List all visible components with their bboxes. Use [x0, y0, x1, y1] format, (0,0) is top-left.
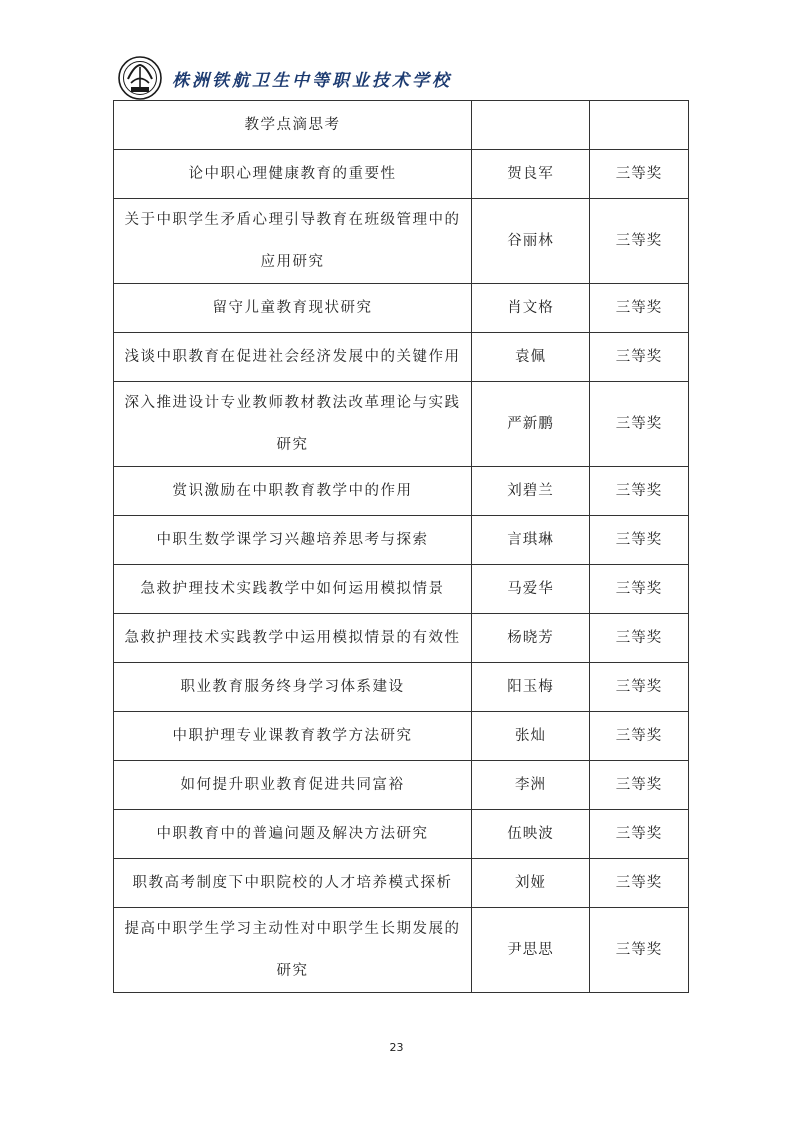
paper-title-cell: 关于中职学生矛盾心理引导教育在班级管理中的应用研究 — [114, 199, 472, 284]
author-cell: 尹思思 — [472, 908, 590, 993]
paper-title-cell: 中职教育中的普遍问题及解决方法研究 — [114, 810, 472, 859]
award-cell: 三等奖 — [590, 199, 689, 284]
table-row — [114, 908, 689, 993]
paper-title-cell: 提高中职学生学习主动性对中职学生长期发展的研究 — [114, 908, 472, 993]
author-cell: 刘碧兰 — [472, 467, 590, 516]
award-cell: 三等奖 — [590, 614, 689, 663]
award-cell: 三等奖 — [590, 712, 689, 761]
page-number: 23 — [389, 1041, 404, 1054]
paper-title-cell: 职教高考制度下中职院校的人才培养模式探析 — [114, 859, 472, 908]
award-cell: 三等奖 — [590, 565, 689, 614]
paper-title-cell: 职业教育服务终身学习体系建设 — [114, 663, 472, 712]
author-cell: 肖文格 — [472, 284, 590, 333]
paper-title-cell: 深入推进设计专业教师教材教法改革理论与实践研究 — [114, 382, 472, 467]
table-row — [114, 761, 689, 810]
author-cell: 谷丽林 — [472, 199, 590, 284]
award-cell: 三等奖 — [590, 810, 689, 859]
paper-title-cell: 中职生数学课学习兴趣培养思考与探索 — [114, 516, 472, 565]
paper-title-cell: 急救护理技术实践教学中运用模拟情景的有效性 — [114, 614, 472, 663]
awards-table — [113, 100, 689, 993]
table-row — [114, 199, 689, 284]
author-cell: 阳玉梅 — [472, 663, 590, 712]
school-logo-icon — [118, 56, 162, 100]
table-row — [114, 150, 689, 199]
author-cell: 严新鹏 — [472, 382, 590, 467]
paper-title-cell: 留守儿童教育现状研究 — [114, 284, 472, 333]
author-cell: 杨晓芳 — [472, 614, 590, 663]
paper-title-cell: 教学点滴思考 — [114, 101, 472, 150]
award-cell: 三等奖 — [590, 663, 689, 712]
award-cell: 三等奖 — [590, 859, 689, 908]
table-row — [114, 859, 689, 908]
table-row — [114, 333, 689, 382]
award-cell: 三等奖 — [590, 333, 689, 382]
paper-title-cell: 赏识激励在中职教育教学中的作用 — [114, 467, 472, 516]
table-row — [114, 284, 689, 333]
author-cell: 李洲 — [472, 761, 590, 810]
table-row — [114, 382, 689, 467]
author-cell: 马爱华 — [472, 565, 590, 614]
table-row — [114, 614, 689, 663]
paper-title-cell: 论中职心理健康教育的重要性 — [114, 150, 472, 199]
table-row — [114, 810, 689, 859]
table-row — [114, 565, 689, 614]
table-row — [114, 467, 689, 516]
author-cell — [472, 101, 590, 150]
award-cell: 三等奖 — [590, 761, 689, 810]
author-cell: 张灿 — [472, 712, 590, 761]
author-cell: 言琪琳 — [472, 516, 590, 565]
author-cell: 袁佩 — [472, 333, 590, 382]
award-cell: 三等奖 — [590, 516, 689, 565]
author-cell: 贺良军 — [472, 150, 590, 199]
award-cell — [590, 101, 689, 150]
award-cell: 三等奖 — [590, 150, 689, 199]
paper-title-cell: 中职护理专业课教育教学方法研究 — [114, 712, 472, 761]
school-name: 株洲铁航卫生中等职业技术学校 — [172, 70, 452, 91]
author-cell: 伍映波 — [472, 810, 590, 859]
table-row — [114, 516, 689, 565]
page-header — [118, 56, 452, 100]
award-cell: 三等奖 — [590, 382, 689, 467]
award-cell: 三等奖 — [590, 467, 689, 516]
table-row — [114, 712, 689, 761]
author-cell: 刘娅 — [472, 859, 590, 908]
award-cell: 三等奖 — [590, 908, 689, 993]
table-row — [114, 663, 689, 712]
paper-title-cell: 浅谈中职教育在促进社会经济发展中的关键作用 — [114, 333, 472, 382]
paper-title-cell: 急救护理技术实践教学中如何运用模拟情景 — [114, 565, 472, 614]
table-row — [114, 101, 689, 150]
paper-title-cell: 如何提升职业教育促进共同富裕 — [114, 761, 472, 810]
award-cell: 三等奖 — [590, 284, 689, 333]
